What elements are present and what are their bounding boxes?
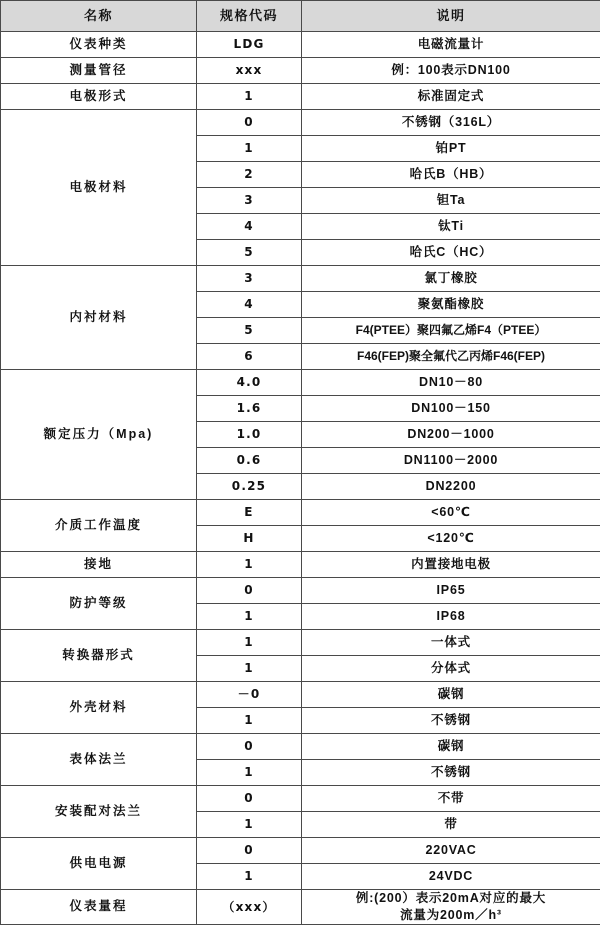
spec-code-cell: 1.6 — [197, 396, 302, 422]
description-cell: 内置接地电极 — [302, 552, 600, 578]
description-cell: 一体式 — [302, 630, 600, 656]
description-cell: 哈氏C（HC） — [302, 240, 600, 266]
description-cell: 不锈钢（316L） — [302, 110, 600, 136]
spec-code-cell: H — [197, 526, 302, 552]
table-row — [1, 266, 600, 292]
spec-code-cell: 0 — [197, 110, 302, 136]
description-cell: 氯丁橡胶 — [302, 266, 600, 292]
spec-code-cell: 1 — [197, 84, 302, 110]
spec-code-cell: 1 — [197, 760, 302, 786]
description-cell: F4(PTEE）聚四氟乙烯F4（PTEE） — [302, 318, 600, 344]
description-cell: 带 — [302, 812, 600, 838]
description-cell: 碳钢 — [302, 682, 600, 708]
description-cell: DN2200 — [302, 474, 600, 500]
table-row — [1, 552, 600, 578]
table-row — [1, 838, 600, 864]
description-cell: <120℃ — [302, 526, 600, 552]
row-name-5: 额定压力（Mpa) — [1, 370, 197, 500]
table-row — [1, 682, 600, 708]
spec-code-cell: 0.6 — [197, 448, 302, 474]
description-cell: 不锈钢 — [302, 760, 600, 786]
spec-code-cell: 5 — [197, 240, 302, 266]
description-cell: 铂PT — [302, 136, 600, 162]
spec-code-cell: xxx — [197, 58, 302, 84]
description-cell: 聚氨酯橡胶 — [302, 292, 600, 318]
description-cell: IP68 — [302, 604, 600, 630]
table-row — [1, 734, 600, 760]
spec-code-cell: 1 — [197, 708, 302, 734]
table-row — [1, 890, 600, 925]
row-name-13: 供电电源 — [1, 838, 197, 890]
table-row — [1, 786, 600, 812]
table-body — [1, 32, 600, 925]
table-row — [1, 84, 600, 110]
row-name-2: 电极形式 — [1, 84, 197, 110]
description-cell: 哈氏B（HB） — [302, 162, 600, 188]
row-name-9: 转换器形式 — [1, 630, 197, 682]
description-cell: IP65 — [302, 578, 600, 604]
description-cell: 220VAC — [302, 838, 600, 864]
table-header — [1, 1, 600, 32]
description-cell: <60℃ — [302, 500, 600, 526]
row-name-12: 安装配对法兰 — [1, 786, 197, 838]
row-name-11: 表体法兰 — [1, 734, 197, 786]
description-cell: DN1100－2000 — [302, 448, 600, 474]
row-name-0: 仪表种类 — [1, 32, 197, 58]
spec-code-cell: 2 — [197, 162, 302, 188]
description-cell: 不锈钢 — [302, 708, 600, 734]
row-name-10: 外壳材料 — [1, 682, 197, 734]
spec-code-cell: 4 — [197, 214, 302, 240]
description-cell: 不带 — [302, 786, 600, 812]
spec-code-cell: 1 — [197, 864, 302, 890]
description-cell: 电磁流量计 — [302, 32, 600, 58]
description-cell: 钽Ta — [302, 188, 600, 214]
spec-code-cell: 1 — [197, 552, 302, 578]
table-row — [1, 370, 600, 396]
table-row — [1, 630, 600, 656]
description-cell: 分体式 — [302, 656, 600, 682]
description-cell: DN200－1000 — [302, 422, 600, 448]
spec-code-cell: 0.25 — [197, 474, 302, 500]
spec-code-cell: 1.0 — [197, 422, 302, 448]
spec-code-cell: 1 — [197, 630, 302, 656]
row-name-4: 内衬材料 — [1, 266, 197, 370]
spec-code-cell: －0 — [197, 682, 302, 708]
spec-code-cell: 1 — [197, 604, 302, 630]
spec-code-cell: 1 — [197, 136, 302, 162]
description-cell: 例:(200）表示20mA对应的最大 流量为200m／h³ — [302, 890, 600, 925]
spec-code-cell: 3 — [197, 266, 302, 292]
spec-code-cell: 0 — [197, 578, 302, 604]
description-cell: 例：100表示DN100 — [302, 58, 600, 84]
row-name-1: 测量管径 — [1, 58, 197, 84]
spec-code-cell: 3 — [197, 188, 302, 214]
column-header-description: 说明 — [302, 1, 600, 32]
spec-code-cell: 4.0 — [197, 370, 302, 396]
row-name-3: 电极材料 — [1, 110, 197, 266]
column-header-name: 名称 — [1, 1, 197, 32]
spec-code-cell: 1 — [197, 812, 302, 838]
table-row — [1, 578, 600, 604]
table-row — [1, 58, 600, 84]
description-cell: 24VDC — [302, 864, 600, 890]
column-header-code: 规格代码 — [197, 1, 302, 32]
spec-code-cell: 0 — [197, 838, 302, 864]
table-row — [1, 500, 600, 526]
spec-code-cell: 5 — [197, 318, 302, 344]
spec-code-cell: 0 — [197, 786, 302, 812]
table-row — [1, 32, 600, 58]
spec-code-cell: 6 — [197, 344, 302, 370]
description-cell: 钛Ti — [302, 214, 600, 240]
spec-code-cell: LDG — [197, 32, 302, 58]
table-row — [1, 110, 600, 136]
row-name-7: 接地 — [1, 552, 197, 578]
description-cell: DN100－150 — [302, 396, 600, 422]
description-cell: 碳钢 — [302, 734, 600, 760]
spec-code-cell: 1 — [197, 656, 302, 682]
row-name-6: 介质工作温度 — [1, 500, 197, 552]
spec-code-cell: E — [197, 500, 302, 526]
spec-code-cell: （xxx） — [197, 890, 302, 925]
spec-code-cell: 0 — [197, 734, 302, 760]
row-name-8: 防护等级 — [1, 578, 197, 630]
spec-code-cell: 4 — [197, 292, 302, 318]
description-cell: 标准固定式 — [302, 84, 600, 110]
description-cell: F46(FEP)聚全氟代乙丙烯F46(FEP) — [302, 344, 600, 370]
table-header-row — [1, 1, 600, 32]
row-name-14: 仪表量程 — [1, 890, 197, 925]
description-cell: DN10－80 — [302, 370, 600, 396]
